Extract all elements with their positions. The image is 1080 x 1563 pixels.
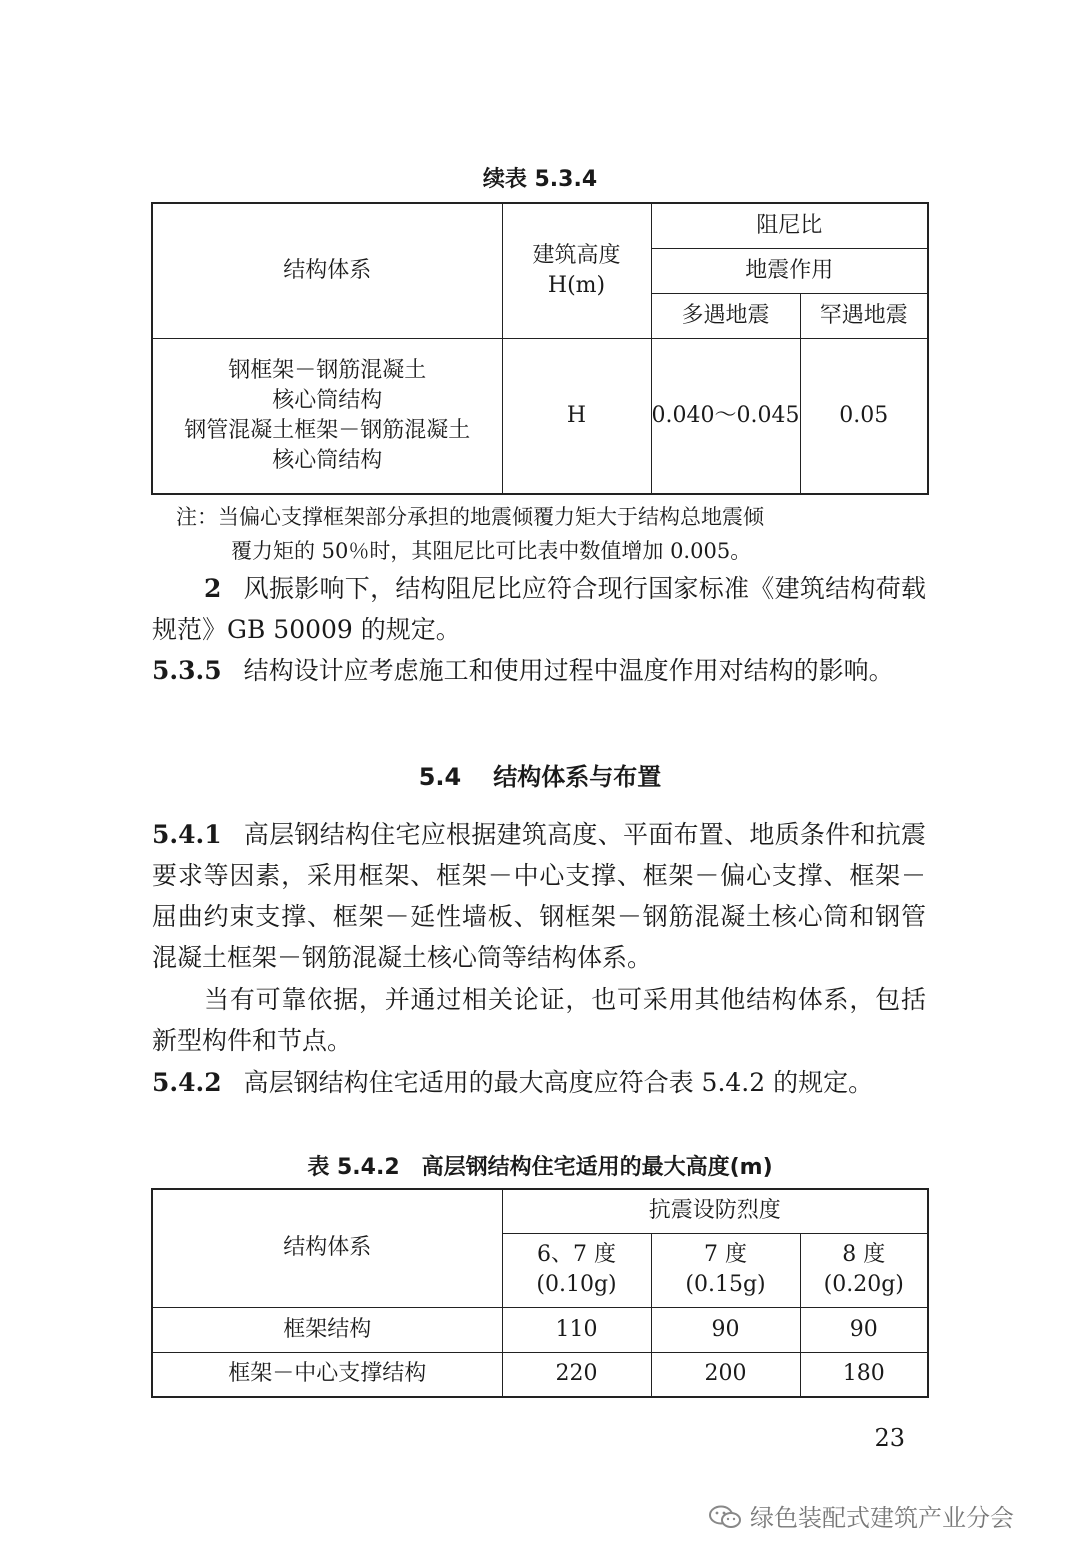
clause-number: 5.4.2 [152, 1068, 222, 1097]
table2-caption: 表 5.4.2 高层钢结构住宅适用的最大高度(m) [307, 1155, 773, 1180]
system-line: 核心筒结构 [272, 447, 383, 473]
header-building-height [502, 203, 651, 338]
max-height-table [151, 1188, 929, 1398]
row-height: H [502, 338, 651, 494]
row-value: 180 [800, 1352, 928, 1397]
header-frequent-earthquake: 多遇地震 [651, 293, 800, 338]
note-line-1: 注：当偏心支撑框架部分承担的地震倾覆力矩大于结构总地震倾 [176, 505, 764, 529]
page-number: 23 [874, 1424, 905, 1452]
clause-5-3-5 [152, 650, 926, 691]
note-line-2: 覆力矩的 50％时，其阻尼比可比表中数值增加 0.005。 [231, 539, 752, 563]
header-rare-earthquake: 罕遇地震 [800, 293, 928, 338]
clause-5-4-2 [152, 1062, 926, 1103]
table-row [152, 1352, 928, 1397]
item-number: 2 [204, 574, 222, 603]
intensity-degree: 8 度 [842, 1242, 886, 1267]
section-number: 5.4 [418, 763, 462, 791]
row-value: 90 [800, 1307, 928, 1352]
wechat-icon [708, 1505, 742, 1529]
row-frequent-value: 0.040～0.045 [651, 338, 800, 494]
header-height-unit: H(m) [547, 272, 606, 298]
row-value: 220 [502, 1352, 651, 1397]
clause-5-4-1-para2: 当有可靠依据，并通过相关论证，也可采用其他结构体系，包括新型构件和节点。 [152, 985, 926, 1055]
clause-text: 高层钢结构住宅适用的最大高度应符合表 5.4.2 的规定。 [243, 1068, 874, 1097]
table-row [152, 1307, 928, 1352]
header-structure-system: 结构体系 [152, 203, 502, 338]
clause-text: 高层钢结构住宅应根据建筑高度、平面布置、地质条件和抗震要求等因素，采用框架、框架－中心支撑、框架－偏心支撑、框架－屈曲约束支撑、框架－延性墙板、钢框架－钢筋混凝土核心筒和钢管混凝土框架－钢筋混凝土核心筒等结构体系。 [152, 820, 926, 972]
row-system: 框架结构 [152, 1307, 502, 1352]
watermark-text: 绿色装配式建筑产业分会 [750, 1504, 1014, 1532]
header-damping-ratio: 阻尼比 [651, 203, 928, 248]
table1-caption: 续表 5.3.4 [482, 167, 598, 192]
section-heading [0, 757, 1080, 792]
row-value: 200 [651, 1352, 800, 1397]
clause-text: 结构设计应考虑施工和使用过程中温度作用对结构的影响。 [243, 656, 894, 685]
intensity-degree: 7 度 [704, 1242, 747, 1267]
header-height-label: 建筑高度 [532, 242, 621, 268]
intensity-degree: 6、7 度 [537, 1242, 616, 1267]
header-structure-system: 结构体系 [152, 1189, 502, 1307]
watermark [708, 1498, 1014, 1533]
section-title: 结构体系与布置 [493, 763, 662, 791]
header-seismic-action: 地震作用 [651, 248, 928, 293]
row-rare-value: 0.05 [800, 338, 928, 494]
wind-paragraph [152, 568, 926, 650]
item-text: 风振影响下，结构阻尼比应符合现行国家标准《建筑结构荷载规范》GB 50009 的规定。 [152, 574, 926, 644]
header-intensity-col [502, 1233, 651, 1307]
row-value: 110 [502, 1307, 651, 1352]
intensity-acceleration: (0.15g) [685, 1272, 766, 1297]
header-seismic-intensity: 抗震设防烈度 [502, 1189, 928, 1233]
system-line: 钢框架－钢筋混凝土 [228, 357, 427, 383]
clause-5-4-1 [152, 814, 926, 978]
damping-ratio-table [151, 202, 929, 495]
row-value: 90 [651, 1307, 800, 1352]
header-intensity-col [800, 1233, 928, 1307]
intensity-acceleration: (0.20g) [823, 1272, 904, 1297]
clause-number: 5.3.5 [152, 656, 222, 685]
system-line: 核心筒结构 [272, 387, 383, 413]
system-line: 钢管混凝土框架－钢筋混凝土 [184, 417, 471, 443]
intensity-acceleration: (0.10g) [536, 1272, 617, 1297]
table-note [176, 500, 926, 568]
header-intensity-col [651, 1233, 800, 1307]
row-structure-system [152, 338, 502, 494]
row-system: 框架－中心支撑结构 [152, 1352, 502, 1397]
clause-number: 5.4.1 [152, 820, 222, 849]
